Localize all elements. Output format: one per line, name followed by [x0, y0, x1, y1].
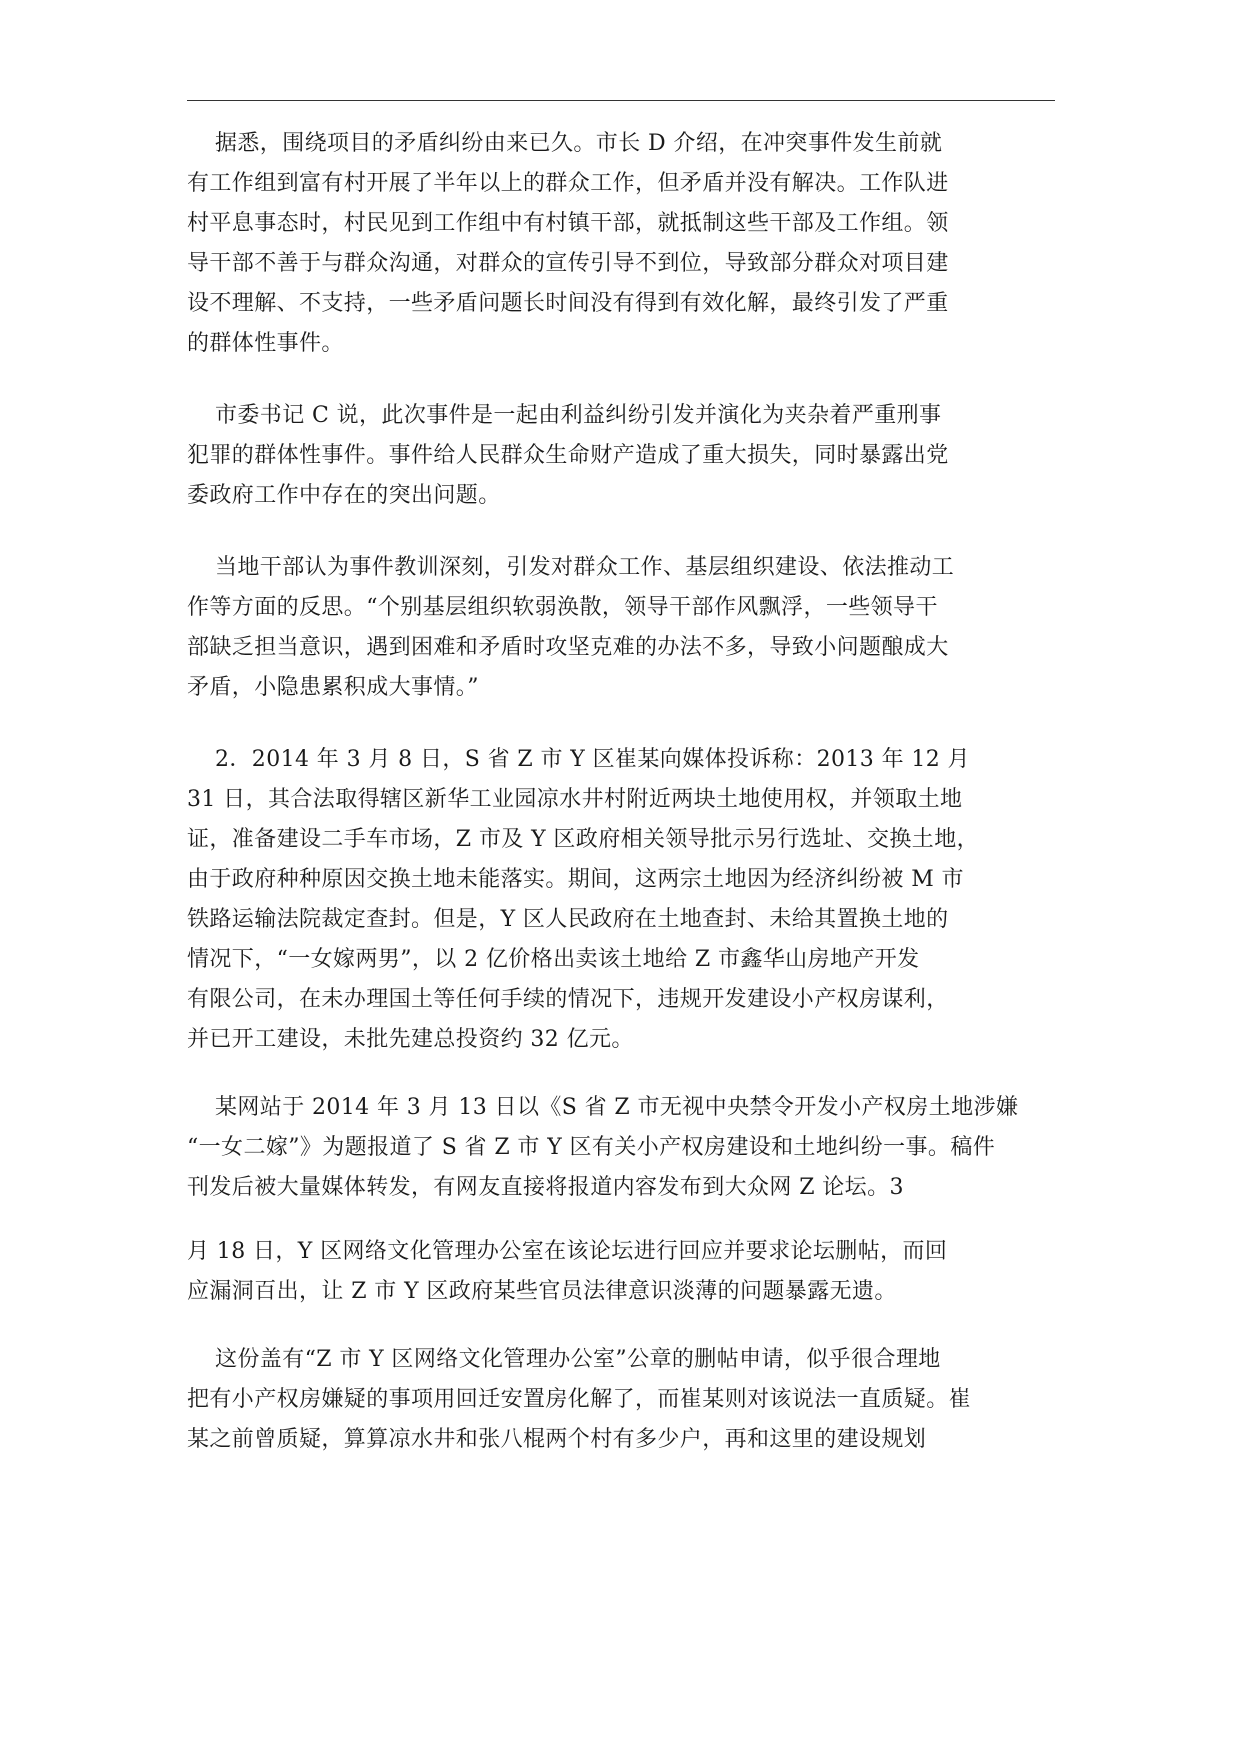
- text-line: 2．2014 年 3 月 8 日，S 省 Z 市 Y 区崔某向媒体投诉称：2013 年 12 月: [215, 747, 970, 772]
- header-rule: [187, 100, 1055, 101]
- text-line: 设不理解、不支持，一些矛盾问题长时间没有得到有效化解，最终引发了严重: [187, 291, 949, 316]
- paragraph-5: [187, 1088, 1055, 1208]
- paragraph-3: [187, 548, 1055, 708]
- document-body: [187, 124, 1055, 1460]
- text-line: 当地干部认为事件教训深刻，引发对群众工作、基层组织建设、依法推动工: [215, 555, 955, 580]
- text-line: 铁路运输法院裁定查封。但是，Y 区人民政府在土地查封、未给其置换土地的: [187, 907, 949, 932]
- text-line: 作等方面的反思。“个别基层组织软弱涣散，领导干部作风飘浮，一些领导干: [187, 595, 938, 620]
- paragraph-7: [187, 1340, 1055, 1460]
- text-line: 有限公司，在未办理国土等任何手续的情况下，违规开发建设小产权房谋利，: [187, 987, 949, 1012]
- text-line: 刊发后被大量媒体转发，有网友直接将报道内容发布到大众网 Z 论坛。3: [187, 1175, 904, 1200]
- text-line: 这份盖有“Z 市 Y 区网络文化管理办公室”公章的删帖申请，似乎很合理地: [215, 1347, 941, 1372]
- paragraph-1: [187, 124, 1055, 364]
- text-line: 的群体性事件。: [187, 331, 344, 356]
- paragraph-6: [187, 1232, 1055, 1312]
- text-line: 证，准备建设二手车市场，Z 市及 Y 区政府相关领导批示另行选址、交换土地，: [187, 827, 979, 852]
- text-line: 情况下，“一女嫁两男”，以 2 亿价格出卖该土地给 Z 市鑫华山房地产开发: [187, 947, 920, 972]
- text-line: 犯罪的群体性事件。事件给人民群众生命财产造成了重大损失，同时暴露出党: [187, 443, 949, 468]
- text-line: 由于政府种种原因交换土地未能落实。期间，这两宗土地因为经济纠纷被 M 市: [187, 867, 964, 892]
- text-line: 村平息事态时，村民见到工作组中有村镇干部，就抵制这些干部及工作组。领: [187, 211, 949, 236]
- paragraph-4: [187, 740, 1055, 1060]
- text-line: 市委书记 C 说，此次事件是一起由利益纠纷引发并演化为夹杂着严重刑事: [215, 403, 942, 428]
- text-line: 矛盾，小隐患累积成大事情。”: [187, 675, 479, 700]
- text-line: 应漏洞百出，让 Z 市 Y 区政府某些官员法律意识淡薄的问题暴露无遗。: [187, 1279, 897, 1304]
- text-line: 某网站于 2014 年 3 月 13 日以《S 省 Z 市无视中央禁令开发小产权房土地涉嫌: [215, 1095, 1019, 1120]
- paragraph-2: [187, 396, 1055, 516]
- text-line: 据悉，围绕项目的矛盾纠纷由来已久。市长 D 介绍，在冲突事件发生前就: [215, 131, 943, 156]
- text-line: 某之前曾质疑，算算凉水井和张八棍两个村有多少户，再和这里的建设规划: [187, 1427, 927, 1452]
- text-line: “一女二嫁”》为题报道了 S 省 Z 市 Y 区有关小产权房建设和土地纠纷一事。稿件: [187, 1135, 996, 1160]
- text-line: 导干部不善于与群众沟通，对群众的宣传引导不到位，导致部分群众对项目建: [187, 251, 949, 276]
- text-line: 把有小产权房嫌疑的事项用回迁安置房化解了，而崔某则对该说法一直质疑。崔: [187, 1387, 972, 1412]
- text-line: 部缺乏担当意识，遇到困难和矛盾时攻坚克难的办法不多，导致小问题酿成大: [187, 635, 949, 660]
- text-line: 31 日，其合法取得辖区新华工业园凉水井村附近两块土地使用权，并领取土地: [187, 787, 963, 812]
- text-line: 月 18 日，Y 区网络文化管理办公室在该论坛进行回应并要求论坛删帖，而回: [187, 1239, 948, 1264]
- text-line: 有工作组到富有村开展了半年以上的群众工作，但矛盾并没有解决。工作队进: [187, 171, 949, 196]
- text-line: 委政府工作中存在的突出问题。: [187, 483, 501, 508]
- text-line: 并已开工建设，未批先建总投资约 32 亿元。: [187, 1027, 634, 1052]
